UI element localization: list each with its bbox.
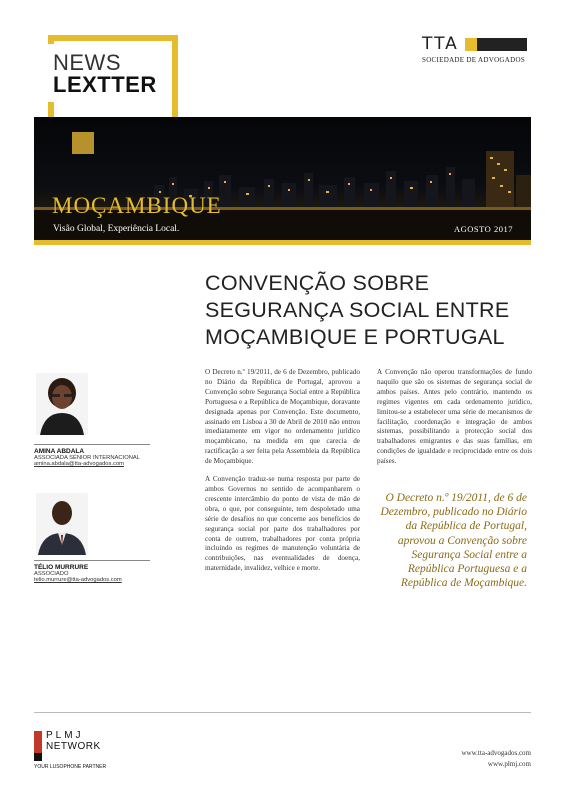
- author-email-link[interactable]: amina.abdala@tta-advogados.com: [34, 461, 124, 467]
- article-column-2: [377, 368, 532, 475]
- newsletter-title-line1: NEWS: [53, 50, 121, 75]
- logo-gold-bar: [465, 38, 477, 51]
- network-tagline: YOUR LUSOPHONE PARTNER: [34, 764, 107, 770]
- article-paragraph: A Convenção não operou transformações de fundo naquilo que são os sistemas de segurança social de ambos países. Antes pelo contrário, mantendo os regimes vigentes em cada ordenamento jurídico, limitou-se a estabelecer uma série de mecanismos de facilitação, coordenação e integração de ambos sistemas, possibilitando a protecção social dos trabalhadores emigrantes e das suas famílias, em condições de igualdade e reciprocidade entre os dois países.: [377, 368, 532, 466]
- newsletter-title-line2: LEXTTER: [53, 72, 157, 97]
- article-title-line: SEGURANÇA SOCIAL ENTRE: [205, 298, 510, 322]
- footer-divider: [34, 712, 531, 713]
- banner-country-title: MOÇAMBIQUE: [52, 193, 222, 218]
- network-label: NETWORK: [46, 741, 101, 752]
- article-paragraph: A Convenção traduz-se numa resposta por parte de ambos Governos no sentido de acompanharem o crescente intercâmbio do ponto de vista de mão de obra, o que, por conseguinte, tem despoletado uma série de desafios no que concerne aos benefícios de segurança social por parte dos trabalhadores por conta de outrem, trabalhadores por conta própria incluindo os regimes de manutenção voluntária de contribuições, nas eventualidades de doença, maternidade, invalidez, velhice e morte.: [205, 475, 360, 573]
- avatar: [36, 373, 88, 435]
- author-photo-telio: [36, 493, 88, 555]
- banner-tagline: Visão Global, Experiência Local.: [53, 224, 180, 234]
- logo-red-mark: [34, 731, 42, 753]
- issue-date: AGOSTO 2017: [454, 224, 513, 234]
- logo-dark-bar: [477, 38, 527, 51]
- banner-gold-rule: [34, 240, 531, 245]
- author-name: AMINA ABDALA: [34, 448, 85, 455]
- article-column-1: [205, 368, 360, 582]
- website-link-tta[interactable]: www.tta-advogados.com: [461, 749, 531, 757]
- author-name: TÉLIO MURRURE: [34, 564, 89, 571]
- avatar: [36, 493, 88, 555]
- logo-black-mark: [34, 753, 42, 761]
- article-paragraph: O Decreto n.º 19/2011, de 6 de Dezembro, publicado no Diário da República de Portugal, aprovou a Convenção sobre Segurança Social entre a República Portuguesa e a República de Moçambique, doravante designada apenas por Convenção. Este documento, assinado em Lisboa a 30 de Abril de 2010 não entrou imediatamente em vigor no ordenamento jurídico moçambicano, na medida em que carecia de ractificação a ser feita pela Assembleia da República de Moçambique.: [205, 368, 360, 466]
- author-card-telio: [34, 564, 174, 583]
- article-title-line: MOÇAMBIQUE E PORTUGAL: [205, 325, 505, 349]
- author-role: ASSOCIADO: [34, 571, 69, 577]
- author-card-amina: [34, 448, 174, 467]
- network-name: PLMJ: [46, 730, 84, 741]
- article-title-line: CONVENÇÃO SOBRE: [205, 271, 430, 295]
- author-divider: [34, 560, 150, 561]
- article-title: [205, 270, 535, 351]
- author-role: ASSOCIADA SÉNIOR INTERNACIONAL: [34, 455, 140, 461]
- pull-quote: O Decreto n.º 19/2011, de 6 de Dezembro, publicado no Diário da República de Portugal, aprovou a Convenção sobre Segurança Social entre a República Portuguesa e a República de Moçambique.: [380, 492, 527, 590]
- footer-links: [420, 748, 531, 770]
- tta-logo: [422, 34, 534, 64]
- tta-brand-subtitle: SOCIEDADE DE ADVOGADOS: [422, 56, 526, 64]
- website-link-plmj[interactable]: www.plmj.com: [487, 760, 531, 768]
- tta-brand-text: TTA: [422, 34, 459, 54]
- author-divider: [34, 444, 150, 445]
- author-email-link[interactable]: telio.murrure@tta-advogados.com: [34, 577, 122, 583]
- newsletter-title: [53, 52, 157, 96]
- author-photo-amina: [36, 373, 88, 435]
- banner-gold-square: [72, 132, 94, 154]
